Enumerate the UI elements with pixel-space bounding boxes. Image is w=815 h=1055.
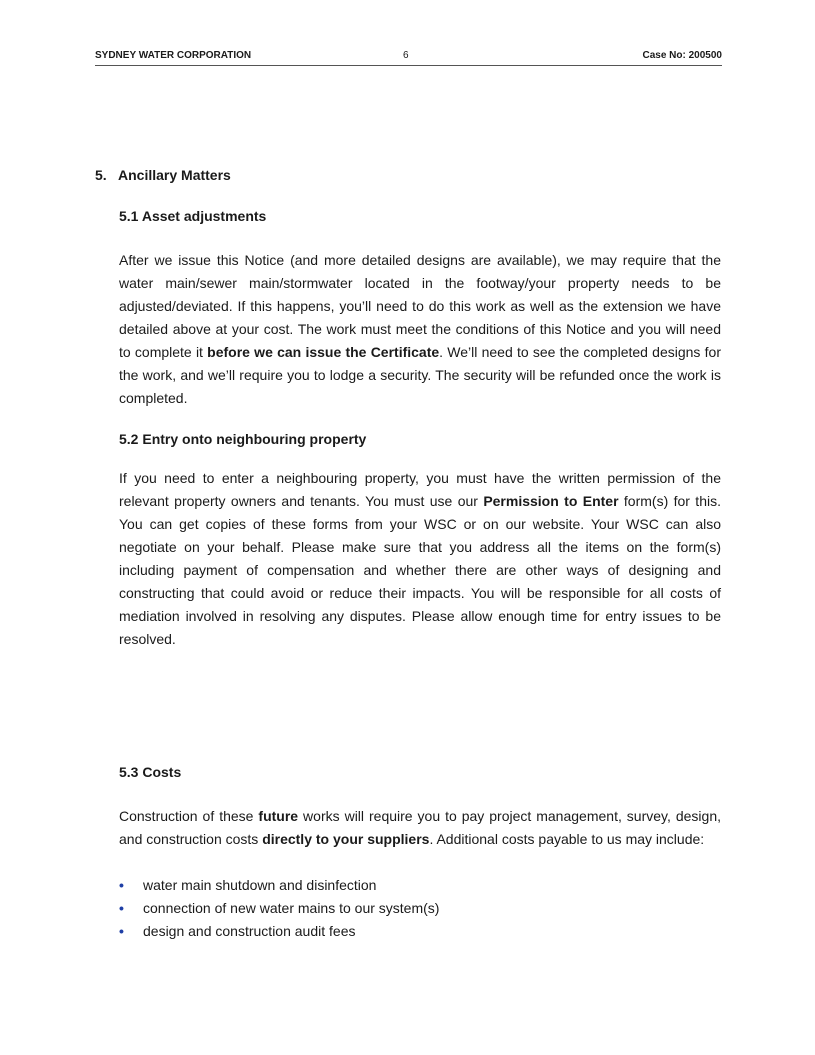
cost-bullet-list bbox=[119, 874, 721, 943]
subsection-heading-asset-adjustments: 5.1 Asset adjustments bbox=[119, 208, 267, 224]
text-run: If you need to enter a neighbouring property, you must have the written permission of the relevant property owners and tenants. You must use our bbox=[119, 470, 721, 509]
header-case-number: Case No: 200500 bbox=[642, 50, 722, 61]
list-item bbox=[119, 897, 721, 920]
emphasis-certificate: before we can issue the Certificate bbox=[207, 344, 440, 360]
list-item-text: connection of new water mains to our system(s) bbox=[143, 900, 440, 916]
page-header bbox=[95, 50, 722, 64]
section-title: Ancillary Matters bbox=[118, 167, 231, 183]
header-organization: SYDNEY WATER CORPORATION bbox=[95, 50, 252, 61]
section-number: 5. bbox=[95, 167, 107, 183]
subsection-heading-costs: 5.3 Costs bbox=[119, 764, 182, 780]
bullet-icon: • bbox=[119, 923, 124, 939]
header-page-number: 6 bbox=[403, 50, 409, 61]
list-item bbox=[119, 920, 721, 943]
emphasis-suppliers: directly to your suppliers bbox=[262, 831, 430, 847]
text-run: works will require you to pay project management, survey, design, and construction costs bbox=[119, 808, 722, 847]
emphasis-future: future bbox=[258, 808, 299, 824]
header-divider bbox=[95, 65, 722, 66]
text-run: After we issue this Notice (and more detailed designs are available), we may require that the water main/sewer main/stormwater located in the footway/your property needs to be adjusted/deviated. If this happens, you’ll need to do this work as well as the extension we have detailed above at your cost. The work must meet the conditions of this Notice and you will need to complete it bbox=[119, 252, 721, 360]
bullet-icon: • bbox=[119, 877, 124, 893]
bullet-icon: • bbox=[119, 900, 124, 916]
text-run: . Additional costs payable to us may include: bbox=[429, 831, 705, 847]
paragraph-asset-adjustments bbox=[119, 249, 721, 410]
subsection-heading-entry: 5.2 Entry onto neighbouring property bbox=[119, 431, 367, 447]
paragraph-entry bbox=[119, 467, 721, 651]
section-heading bbox=[95, 167, 231, 183]
text-run: . We’ll need to see the completed designs for the work, and we’ll require you to lodge a security. The security will be refunded once the work is completed. bbox=[119, 344, 721, 406]
emphasis-permission-to-enter: Permission to Enter bbox=[483, 493, 619, 509]
text-run: form(s) for this. You can get copies of these forms from your WSC or on our website. Your WSC can also negotiate on your behalf. Please make sure that you address all the items on the form(s) including payment of compensation and whether there are other ways of designing and constructing that could avoid or reduce their impacts. You will be responsible for all costs of mediation involved in resolving any disputes. Please allow enough time for entry issues to be resolved. bbox=[119, 493, 721, 647]
paragraph-costs bbox=[119, 805, 721, 851]
list-item-text: design and construction audit fees bbox=[143, 923, 356, 939]
list-item-text: water main shutdown and disinfection bbox=[143, 877, 377, 893]
list-item bbox=[119, 874, 721, 897]
text-run: Construction of these bbox=[119, 808, 259, 824]
